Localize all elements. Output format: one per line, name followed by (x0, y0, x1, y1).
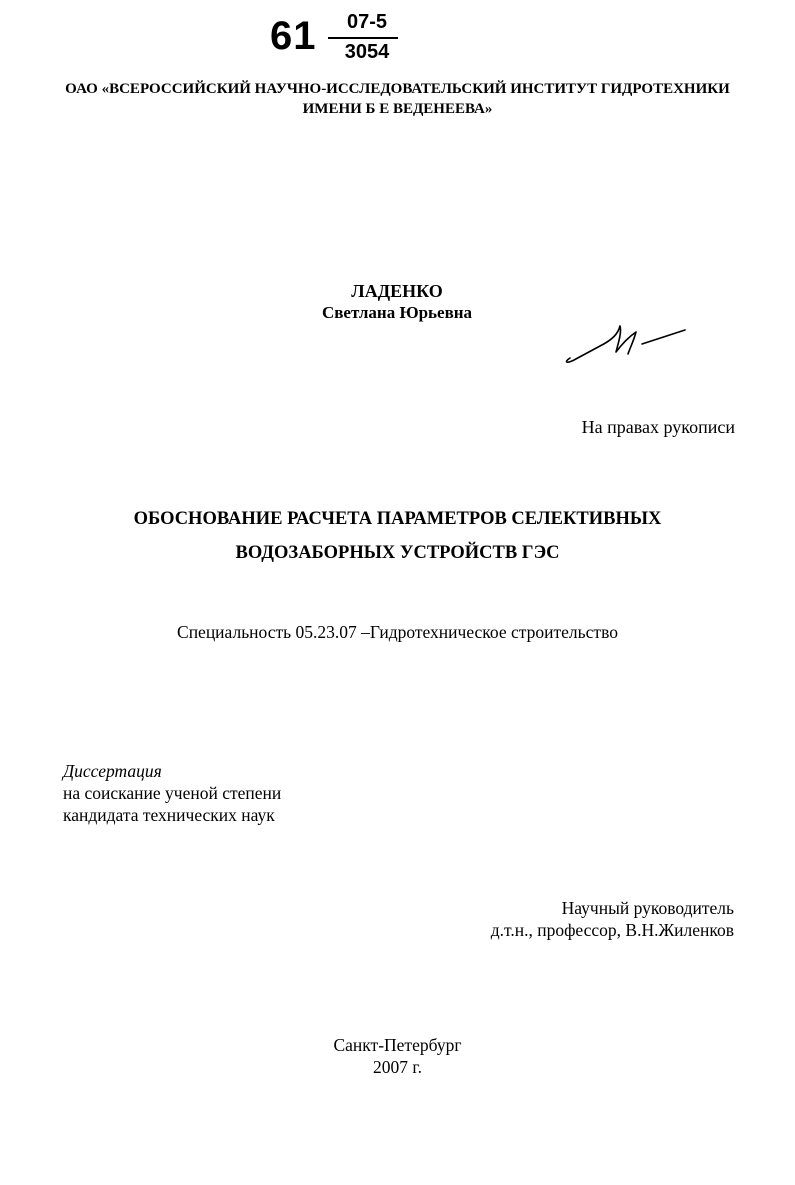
stamp-fraction-line (328, 37, 398, 39)
stamp-numerator: 07-5 (346, 11, 388, 33)
rights-note: На правах рукописи (581, 417, 735, 437)
supervisor-name: д.т.н., профессор, В.Н.Жиленков (490, 920, 734, 940)
dissertation-degree-line-1: на соискание ученой степени (63, 783, 282, 803)
city: Санкт-Петербург (333, 1035, 462, 1055)
stamp-denominator: 3054 (344, 41, 390, 63)
thesis-title-line-1: ОБОСНОВАНИЕ РАСЧЕТА ПАРАМЕТРОВ СЕЛЕКТИВНЫХ (133, 509, 662, 529)
dissertation-degree-line-2: кандидата технических наук (63, 805, 275, 825)
supervisor-role: Научный руководитель (561, 898, 734, 918)
dissertation-label: Диссертация (63, 761, 162, 781)
specialty: Специальность 05.23.07 –Гидротехническое строительство (177, 622, 618, 642)
organization-line-2: ИМЕНИ Б Е ВЕДЕНЕЕВА» (302, 101, 493, 117)
author-name: Светлана Юрьевна (321, 303, 473, 322)
year: 2007 г. (373, 1057, 422, 1077)
thesis-title-line-2: ВОДОЗАБОРНЫХ УСТРОЙСТВ ГЭС (235, 543, 560, 563)
stamp-prefix: 61 (270, 14, 317, 58)
organization-line-1: ОАО «ВСЕРОССИЙСКИЙ НАУЧНО-ИССЛЕДОВАТЕЛЬСКИЙ ИНСТИТУТ ГИДРОТЕХНИКИ (65, 81, 730, 97)
library-stamp (270, 8, 405, 64)
signature-icon (560, 318, 695, 370)
author-surname: ЛАДЕНКО (351, 281, 443, 301)
